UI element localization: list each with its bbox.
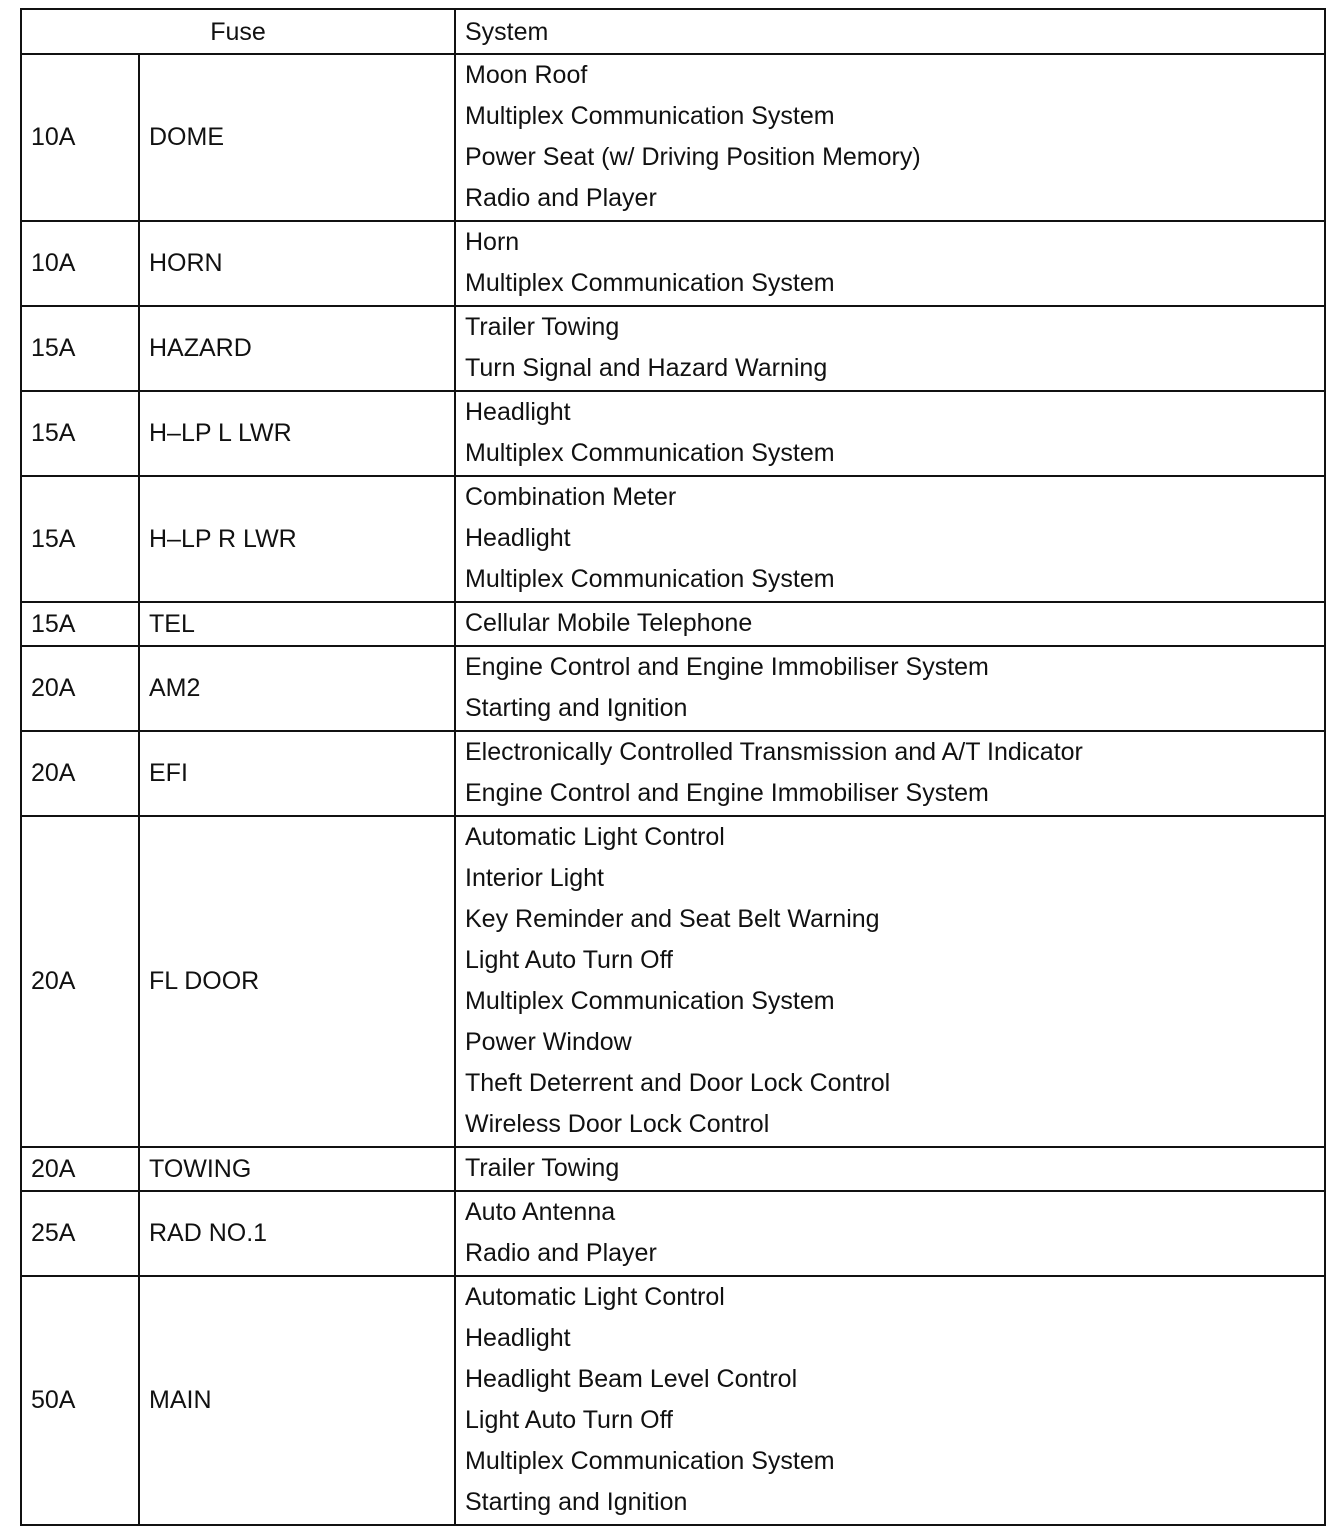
fuse-name-cell: FL DOOR xyxy=(139,816,455,1147)
system-item: Radio and Player xyxy=(465,184,657,212)
fuse-amperage-cell: 10A xyxy=(21,54,139,221)
table-row xyxy=(21,54,1325,221)
fuse-name-cell: HAZARD xyxy=(139,306,455,391)
table-row xyxy=(21,1276,1325,1525)
system-item: Power Window xyxy=(465,1028,632,1056)
fuse-amperage-cell: 15A xyxy=(21,602,139,646)
system-list-cell xyxy=(455,391,1325,476)
system-item: Wireless Door Lock Control xyxy=(465,1110,770,1138)
system-item: Multiplex Communication System xyxy=(465,987,835,1015)
fuse-name-cell: H–LP R LWR xyxy=(139,476,455,602)
fuse-name-cell: EFI xyxy=(139,731,455,816)
system-item: Electronically Controlled Transmission and A/T Indicator xyxy=(465,738,1083,766)
system-item: Engine Control and Engine Immobiliser System xyxy=(465,653,989,681)
system-list-cell xyxy=(455,306,1325,391)
system-item: Trailer Towing xyxy=(465,313,620,341)
system-list-cell xyxy=(455,221,1325,306)
table-row xyxy=(21,816,1325,1147)
system-item: Light Auto Turn Off xyxy=(465,946,674,974)
system-item: Horn xyxy=(465,228,520,256)
system-item: Headlight xyxy=(465,1324,571,1352)
fuse-amperage-cell: 20A xyxy=(21,646,139,731)
fuse-amperage-cell: 10A xyxy=(21,221,139,306)
system-item: Multiplex Communication System xyxy=(465,565,835,593)
table-row xyxy=(21,306,1325,391)
system-item: Multiplex Communication System xyxy=(465,1447,835,1475)
fuse-name-cell: H–LP L LWR xyxy=(139,391,455,476)
system-item: Combination Meter xyxy=(465,483,677,511)
table-row xyxy=(21,391,1325,476)
fuse-name-cell: TEL xyxy=(139,602,455,646)
system-item: Interior Light xyxy=(465,864,604,892)
system-item: Headlight Beam Level Control xyxy=(465,1365,798,1393)
system-item: Cellular Mobile Telephone xyxy=(465,609,753,637)
system-list-cell xyxy=(455,602,1325,646)
table-row xyxy=(21,221,1325,306)
fuse-name-cell: HORN xyxy=(139,221,455,306)
fuse-amperage-cell: 20A xyxy=(21,731,139,816)
fuse-name-cell: AM2 xyxy=(139,646,455,731)
system-item: Starting and Ignition xyxy=(465,694,688,722)
header-row xyxy=(21,9,1325,54)
fuse-amperage-cell: 15A xyxy=(21,391,139,476)
system-list-cell xyxy=(455,731,1325,816)
system-item: Automatic Light Control xyxy=(465,1283,725,1311)
system-item: Radio and Player xyxy=(465,1239,657,1267)
table-body xyxy=(21,54,1325,1525)
system-list-cell xyxy=(455,1147,1325,1191)
system-item: Light Auto Turn Off xyxy=(465,1406,674,1434)
fuse-amperage-cell: 50A xyxy=(21,1276,139,1525)
system-item: Multiplex Communication System xyxy=(465,439,835,467)
system-item: Moon Roof xyxy=(465,61,588,89)
system-column-header: System xyxy=(455,9,1325,54)
fuse-amperage-cell: 20A xyxy=(21,816,139,1147)
system-item: Multiplex Communication System xyxy=(465,102,835,130)
system-item: Multiplex Communication System xyxy=(465,269,835,297)
system-list-cell xyxy=(455,646,1325,731)
system-list-cell xyxy=(455,1191,1325,1276)
table-row xyxy=(21,602,1325,646)
fuse-name-cell: MAIN xyxy=(139,1276,455,1525)
system-item: Turn Signal and Hazard Warning xyxy=(465,354,828,382)
table-row xyxy=(21,1147,1325,1191)
table-row xyxy=(21,1191,1325,1276)
fuse-name-cell: RAD NO.1 xyxy=(139,1191,455,1276)
system-item: Theft Deterrent and Door Lock Control xyxy=(465,1069,891,1097)
system-item: Power Seat (w/ Driving Position Memory) xyxy=(465,143,921,171)
table-row xyxy=(21,476,1325,602)
fuse-name-cell: DOME xyxy=(139,54,455,221)
table-header xyxy=(21,9,1325,54)
system-item: Headlight xyxy=(465,524,571,552)
system-item: Engine Control and Engine Immobiliser System xyxy=(465,779,989,807)
system-item: Starting and Ignition xyxy=(465,1488,688,1516)
table-row xyxy=(21,731,1325,816)
fuse-column-header: Fuse xyxy=(21,9,455,54)
fuse-amperage-cell: 25A xyxy=(21,1191,139,1276)
system-item: Automatic Light Control xyxy=(465,823,725,851)
system-list-cell xyxy=(455,816,1325,1147)
fuse-system-table xyxy=(20,8,1326,1526)
system-item: Auto Antenna xyxy=(465,1198,616,1226)
system-item: Headlight xyxy=(465,398,571,426)
fuse-amperage-cell: 15A xyxy=(21,306,139,391)
fuse-amperage-cell: 20A xyxy=(21,1147,139,1191)
system-item: Key Reminder and Seat Belt Warning xyxy=(465,905,880,933)
system-list-cell xyxy=(455,476,1325,602)
fuse-name-cell: TOWING xyxy=(139,1147,455,1191)
system-list-cell xyxy=(455,1276,1325,1525)
system-list-cell xyxy=(455,54,1325,221)
fuse-amperage-cell: 15A xyxy=(21,476,139,602)
system-item: Trailer Towing xyxy=(465,1154,620,1182)
table-row xyxy=(21,646,1325,731)
